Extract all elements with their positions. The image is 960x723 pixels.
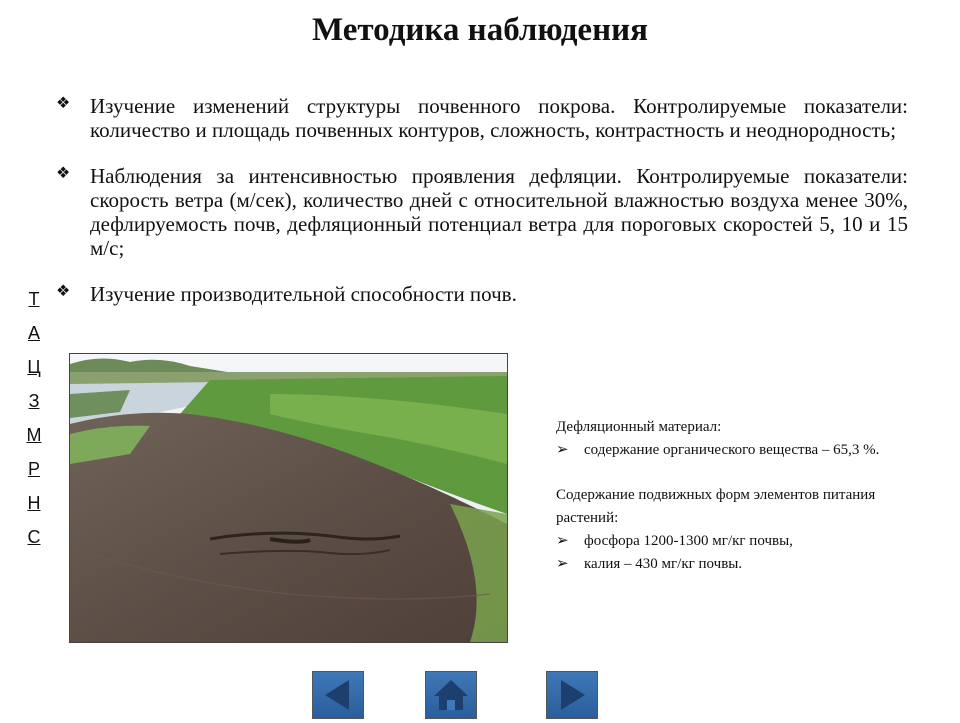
side-nav-link[interactable]: М bbox=[26, 425, 42, 445]
arrow-bullet-icon: ➢ bbox=[556, 442, 569, 458]
field-photo bbox=[69, 353, 508, 643]
arrow-bullet-icon: ➢ bbox=[556, 533, 569, 549]
diamond-bullet-icon: ❖ bbox=[56, 95, 71, 112]
eroded-field-image bbox=[70, 354, 507, 642]
triangle-left-icon bbox=[313, 672, 363, 718]
home-icon bbox=[426, 672, 476, 718]
caption-item bbox=[556, 530, 936, 553]
bullet-item bbox=[56, 94, 908, 142]
side-nav-link[interactable]: Ц bbox=[27, 357, 41, 377]
next-slide-button[interactable] bbox=[546, 671, 598, 719]
diamond-bullet-icon: ❖ bbox=[56, 283, 71, 300]
side-nav-letters bbox=[24, 288, 44, 560]
photo-caption bbox=[556, 416, 936, 576]
slide-title: Методика наблюдения bbox=[312, 12, 648, 48]
side-nav-link[interactable]: З bbox=[28, 391, 40, 411]
side-nav-link[interactable]: Н bbox=[27, 493, 41, 513]
side-nav-link[interactable]: Т bbox=[28, 289, 40, 309]
caption-heading: Содержание подвижных форм элементов питания растений: bbox=[556, 487, 876, 526]
side-nav-link[interactable]: Р bbox=[27, 459, 40, 479]
diamond-bullet-icon: ❖ bbox=[56, 165, 71, 182]
caption-heading: Дефляционный материал: bbox=[556, 419, 722, 435]
previous-slide-button[interactable] bbox=[312, 671, 364, 719]
triangle-right-icon bbox=[547, 672, 597, 718]
bullet-text: Наблюдения за интенсивностью проявления дефляции. Контролируемые показатели: скорость ветра (м/сек), количество дней с относительной влажностью воздуха менее 30%, дефлируемость почв, дефляционный потенциал ветра для пороговых скоростей 5, 10 и 15 м/с; bbox=[90, 164, 908, 260]
side-nav-link[interactable]: А bbox=[27, 323, 40, 343]
bullet-list bbox=[56, 94, 908, 328]
caption-item-text: калия – 430 мг/кг почвы. bbox=[584, 556, 743, 572]
bullet-item bbox=[56, 164, 908, 260]
caption-item bbox=[556, 553, 936, 576]
caption-item bbox=[556, 439, 936, 462]
bullet-item bbox=[56, 282, 908, 306]
home-button[interactable] bbox=[425, 671, 477, 719]
bullet-text: Изучение изменений структуры почвенного покрова. Контролируемые показатели: количество и площадь почвенных контуров, сложность, контрастность и неоднородность; bbox=[90, 94, 908, 142]
side-nav-link[interactable]: С bbox=[27, 527, 41, 547]
caption-item-text: содержание органического вещества – 65,3 %. bbox=[584, 442, 880, 458]
caption-item-text: фосфора 1200-1300 мг/кг почвы, bbox=[584, 533, 793, 549]
arrow-bullet-icon: ➢ bbox=[556, 556, 569, 572]
bullet-text: Изучение производительной способности почв. bbox=[90, 282, 517, 306]
